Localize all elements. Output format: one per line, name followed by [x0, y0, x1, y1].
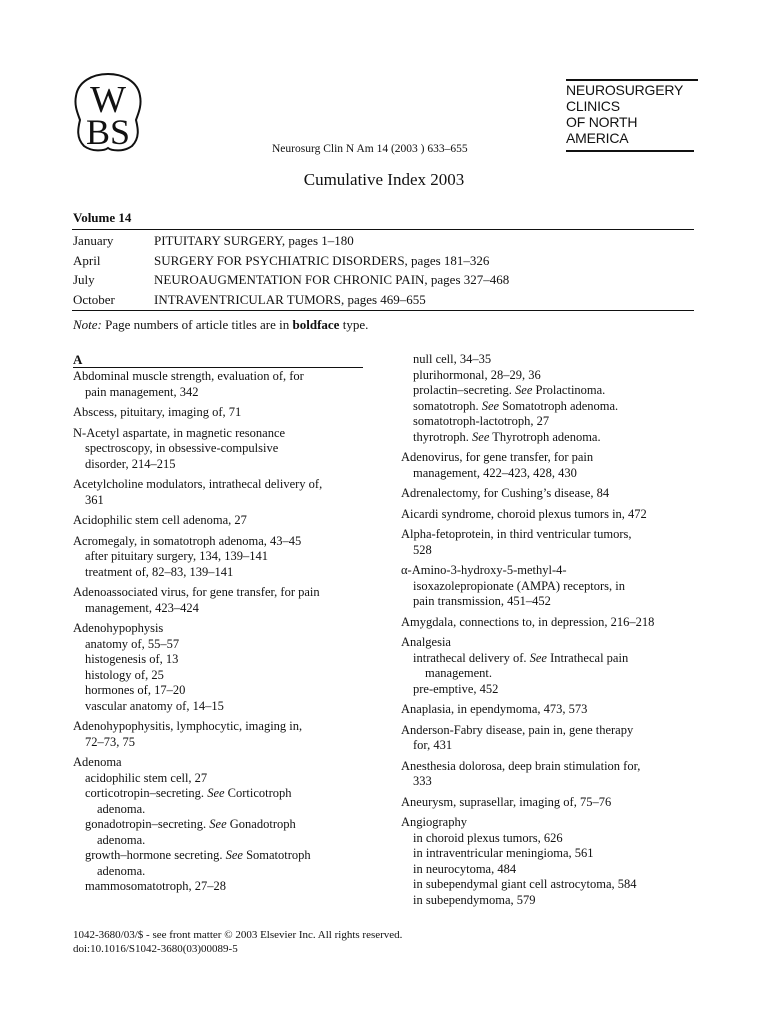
entry-subline: spectroscopy, in obsessive-compulsive [85, 441, 279, 455]
entry-subline: in intraventricular meningioma, 561 [413, 846, 594, 860]
index-entry [401, 486, 701, 502]
entry-heading: α-Amino-3-hydroxy-5-methyl-4- [401, 563, 567, 577]
entry-subline: 333 [413, 774, 432, 788]
entry-subline: in neurocytoma, 484 [413, 861, 517, 876]
doi-line: doi:10.1016/S1042-3680(03)00089-5 [73, 943, 238, 955]
index-column-left [73, 352, 365, 900]
entry-subline: somatotroph. See Somatotroph adenoma. [413, 398, 619, 413]
index-column-right [401, 352, 701, 913]
index-entry [73, 426, 365, 473]
divider [72, 229, 694, 230]
note-label: Note: [73, 317, 102, 332]
publisher-logo [72, 72, 144, 152]
index-entry [401, 615, 701, 631]
index-entry [73, 621, 365, 714]
entry-heading: Adenoma [73, 755, 122, 769]
section-letter: A [73, 352, 363, 368]
entry-subline: in choroid plexus tumors, 626 [413, 830, 563, 845]
entry-subline: gonadotropin–secreting. See Gonadotroph [85, 817, 296, 831]
issue-row [73, 290, 693, 310]
index-entry [401, 507, 701, 523]
entry-subline: treatment of, 82–83, 139–141 [85, 564, 234, 579]
index-entry [401, 759, 701, 790]
entry-subline: management. [425, 666, 492, 680]
entry-heading: Analgesia [401, 635, 451, 649]
entry-subline: adenoma. [97, 801, 146, 816]
entry-heading: Adenovirus, for gene transfer, for pain [401, 450, 594, 464]
entry-heading: Alpha-fetoprotein, in third ventricular tumors, [401, 527, 632, 541]
note-text: Page numbers of article titles are in [101, 317, 293, 332]
entry-subline: acidophilic stem cell, 27 [85, 770, 208, 785]
entry-subline: adenoma. [97, 863, 146, 878]
entry-heading: Amygdala, connections to, in depression, 216–218 [401, 614, 655, 629]
entry-subline: 72–73, 75 [85, 734, 135, 749]
index-entry [73, 719, 365, 750]
issue-topic: SURGERY FOR PSYCHIATRIC DISORDERS, pages 181–326 [154, 252, 490, 268]
index-entry [401, 702, 701, 718]
copyright-line: 1042-3680/03/$ - see front matter © 2003 Elsevier Inc. All rights reserved. [73, 929, 403, 941]
note-bold: boldface [292, 317, 340, 332]
entry-heading: Abscess, pituitary, imaging of, 71 [73, 405, 242, 419]
divider [72, 310, 694, 311]
index-entry [73, 534, 365, 581]
index-entry [401, 815, 701, 908]
index-entry [401, 527, 701, 558]
entry-heading: Acetylcholine modulators, intrathecal delivery of, [73, 477, 323, 491]
index-entry [401, 450, 701, 481]
svg-text:W: W [90, 79, 126, 121]
entry-subline: thyrotroph. See Thyrotroph adenoma. [413, 429, 601, 444]
entry-subline: mammosomatotroph, 27–28 [85, 879, 226, 893]
entry-heading: Anaplasia, in ependymoma, 473, 573 [401, 702, 588, 716]
entry-subline: corticotropin–secreting. See Corticotroph [85, 786, 292, 800]
boldface-note [73, 317, 368, 333]
entry-heading: Aicardi syndrome, choroid plexus tumors in, 472 [401, 506, 647, 521]
entry-heading: Acromegaly, in somatotroph adenoma, 43–45 [73, 533, 302, 548]
entry-subline: disorder, 214–215 [85, 456, 176, 471]
index-entry [73, 369, 365, 400]
entry-subline: plurihormonal, 28–29, 36 [413, 367, 541, 382]
issue-topic: NEUROAUGMENTATION FOR CHRONIC PAIN, pages 327–468 [154, 272, 510, 288]
issue-row [73, 251, 693, 271]
journal-name [566, 79, 698, 152]
entry-heading: Angiography [401, 815, 467, 829]
entry-subline: 361 [85, 492, 104, 507]
entry-heading: Acidophilic stem cell adenoma, 27 [73, 513, 247, 527]
journal-line: CLINICS [566, 98, 620, 114]
entry-subline: adenoma. [97, 832, 146, 847]
entry-subline: isoxazolepropionate (AMPA) receptors, in [413, 578, 625, 593]
entry-subline: management, 422–423, 428, 430 [413, 465, 577, 480]
entry-subline: vascular anatomy of, 14–15 [85, 698, 224, 713]
issue-month: October [73, 291, 115, 307]
note-text: type. [339, 317, 369, 332]
entry-subline: growth–hormone secreting. See Somatotroph [85, 848, 311, 862]
index-entry [401, 795, 701, 811]
issue-month: July [73, 272, 95, 288]
entry-subline: null cell, 34–35 [413, 352, 492, 366]
entry-subline: hormones of, 17–20 [85, 683, 186, 697]
entry-subline: somatotroph-lactotroph, 27 [413, 414, 550, 428]
journal-line: OF NORTH [566, 114, 638, 130]
index-entry [401, 563, 701, 610]
index-entry [401, 635, 701, 697]
index-entry [401, 352, 701, 445]
entry-heading: Adrenalectomy, for Cushing’s disease, 84 [401, 486, 610, 500]
entry-subline: after pituitary surgery, 134, 139–141 [85, 549, 268, 563]
issue-row [73, 270, 693, 290]
entry-heading: N-Acetyl aspartate, in magnetic resonance [73, 425, 286, 440]
entry-subline: management, 423–424 [85, 600, 199, 615]
svg-text:BS: BS [85, 112, 131, 152]
entry-heading: Adenoassociated virus, for gene transfer, for pain [73, 585, 320, 599]
index-entry [73, 585, 365, 616]
issue-month: April [73, 252, 101, 268]
footer [73, 928, 402, 956]
entry-heading: Adenohypophysitis, lymphocytic, imaging in, [73, 719, 303, 733]
issue-month: January [73, 233, 114, 248]
index-entry [73, 405, 365, 421]
entry-subline: pain management, 342 [85, 384, 199, 399]
index-entry [73, 755, 365, 895]
entry-heading: Anderson-Fabry disease, pain in, gene therapy [401, 722, 634, 737]
page-title: Cumulative Index 2003 [303, 170, 465, 189]
index-entry [73, 477, 365, 508]
index-entry [73, 513, 365, 529]
journal-line: NEUROSURGERY [566, 82, 684, 98]
entry-subline: 528 [413, 542, 432, 557]
entry-subline: histology of, 25 [85, 667, 164, 682]
journal-divider [566, 150, 694, 152]
entry-subline: for, 431 [413, 738, 453, 752]
entry-subline: prolactin–secreting. See Prolactinoma. [413, 383, 606, 397]
citation: Neurosurg Clin N Am 14 (2003 ) 633–655 [272, 143, 468, 155]
issue-row [73, 231, 693, 251]
journal-line: AMERICA [566, 130, 629, 146]
entry-subline: pain transmission, 451–452 [413, 594, 551, 608]
entry-heading: Aneurysm, suprasellar, imaging of, 75–76 [401, 794, 612, 809]
entry-heading: Anesthesia dolorosa, deep brain stimulation for, [401, 758, 641, 773]
volume-title: Volume 14 [73, 210, 132, 225]
entry-heading: Adenohypophysis [73, 621, 164, 635]
entry-subline: anatomy of, 55–57 [85, 636, 180, 651]
entry-subline: histogenesis of, 13 [85, 652, 179, 666]
entry-subline: in subependymal giant cell astrocytoma, 584 [413, 877, 637, 891]
entry-subline: pre-emptive, 452 [413, 681, 499, 696]
issue-list [73, 231, 693, 309]
issue-topic: PITUITARY SURGERY, pages 1–180 [154, 233, 354, 248]
issue-topic: INTRAVENTRICULAR TUMORS, pages 469–655 [154, 291, 426, 307]
entry-heading: Abdominal muscle strength, evaluation of, for [73, 369, 304, 383]
entry-subline: intrathecal delivery of. See Intrathecal pain [413, 650, 629, 665]
index-entry [401, 723, 701, 754]
entry-subline: in subependymoma, 579 [413, 892, 536, 907]
